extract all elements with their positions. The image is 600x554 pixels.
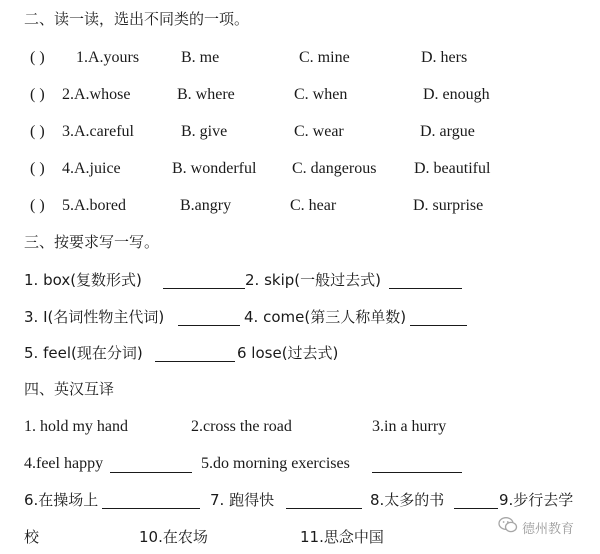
answer-blank bbox=[372, 458, 462, 473]
answer-blank bbox=[178, 311, 240, 326]
q1-option-c: C. mine bbox=[299, 49, 350, 66]
q4-option-d: D. beautiful bbox=[414, 160, 491, 177]
answer-blank bbox=[286, 494, 362, 509]
s4-item-3: 3.in a hurry bbox=[372, 418, 447, 435]
q3-option-d: D. argue bbox=[420, 123, 475, 140]
s4-item-9: 9.步行去学 bbox=[499, 491, 574, 509]
answer-blank bbox=[102, 494, 200, 509]
s3-item-2: 2. skip(一般过去式) bbox=[245, 271, 381, 289]
q4-paren: ( ) bbox=[30, 160, 45, 177]
s3-item-6: 6 lose(过去式) bbox=[237, 344, 339, 362]
s4-item-4: 4.feel happy bbox=[24, 455, 104, 472]
q1-paren: ( ) bbox=[30, 49, 45, 66]
section-3-title: 三、按要求写一写。 bbox=[24, 233, 160, 251]
q3-option-a: 3.A.careful bbox=[62, 123, 134, 140]
q4-option-b: B. wonderful bbox=[172, 160, 257, 177]
q4-option-a: 4.A.juice bbox=[62, 160, 121, 177]
q3-paren: ( ) bbox=[30, 123, 45, 140]
q5-option-a: 5.A.bored bbox=[62, 197, 126, 214]
s3-item-1: 1. box(复数形式) bbox=[24, 271, 142, 289]
answer-blank bbox=[410, 311, 467, 326]
q2-option-a: 2.A.whose bbox=[62, 86, 131, 103]
wechat-icon bbox=[498, 516, 518, 538]
answer-blank bbox=[389, 274, 462, 289]
s4-item-9-continued: 校 bbox=[24, 528, 40, 546]
s4-item-8: 8.太多的书 bbox=[370, 491, 445, 509]
s4-item-6: 6.在操场上 bbox=[24, 491, 99, 509]
q5-paren: ( ) bbox=[30, 197, 45, 214]
q1-option-d: D. hers bbox=[421, 49, 468, 66]
q5-option-b: B.angry bbox=[180, 197, 232, 214]
s3-item-3: 3. I(名词性物主代词) bbox=[24, 308, 165, 326]
s4-item-2: 2.cross the road bbox=[191, 418, 292, 435]
s3-item-4: 4. come(第三人称单数) bbox=[244, 308, 407, 326]
watermark-text: 德州教育 bbox=[522, 521, 575, 537]
answer-blank bbox=[454, 494, 498, 509]
s4-item-7: 7. 跑得快 bbox=[210, 491, 275, 509]
q1-option-b: B. me bbox=[181, 49, 220, 66]
answer-blank bbox=[110, 458, 192, 473]
q3-option-b: B. give bbox=[181, 123, 228, 140]
s4-item-10: 10.在农场 bbox=[139, 528, 208, 546]
watermark bbox=[498, 516, 574, 538]
q1-option-a: 1.A.yours bbox=[76, 49, 140, 66]
section-2-title: 二、读一读，选出不同类的一项。 bbox=[24, 10, 250, 28]
section-4-title: 四、英汉互译 bbox=[24, 380, 115, 398]
q2-option-b: B. where bbox=[177, 86, 235, 103]
q2-option-d: D. enough bbox=[423, 86, 490, 103]
s4-item-1: 1. hold my hand bbox=[24, 418, 128, 435]
q2-option-c: C. when bbox=[294, 86, 348, 103]
q5-option-d: D. surprise bbox=[413, 197, 484, 214]
q3-option-c: C. wear bbox=[294, 123, 344, 140]
s4-item-11: 11.思念中国 bbox=[300, 528, 384, 546]
q5-option-c: C. hear bbox=[290, 197, 337, 214]
answer-blank bbox=[163, 274, 245, 289]
answer-blank bbox=[155, 347, 235, 362]
q4-option-c: C. dangerous bbox=[292, 160, 377, 177]
s3-item-5: 5. feel(现在分词) bbox=[24, 344, 143, 362]
s4-item-5: 5.do morning exercises bbox=[201, 455, 350, 472]
q2-paren: ( ) bbox=[30, 86, 45, 103]
